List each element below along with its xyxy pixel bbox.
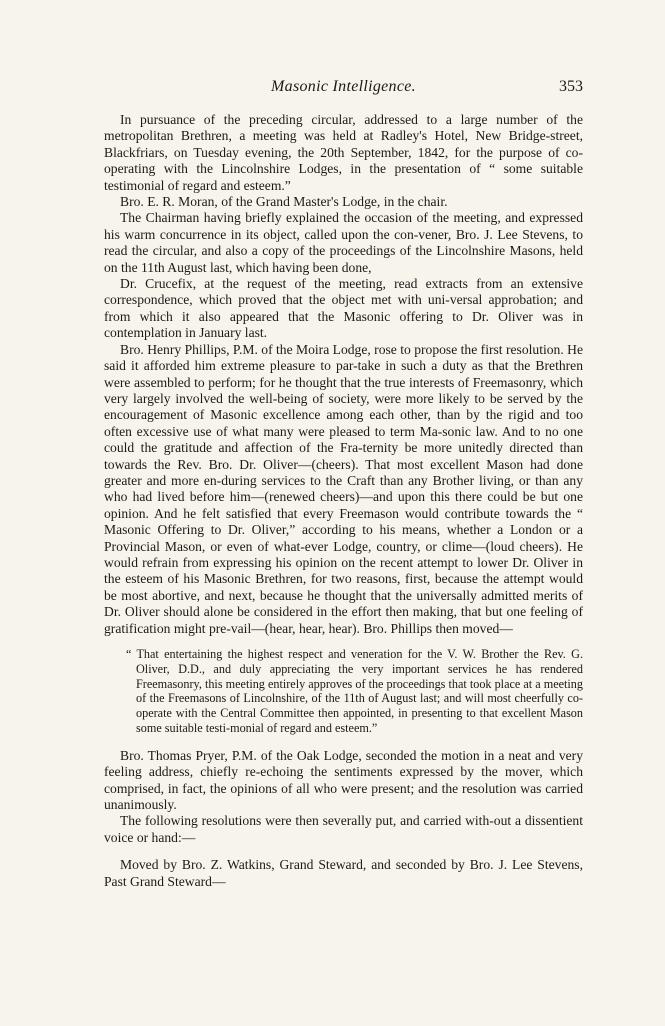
page-header [104,78,583,100]
paragraph-resolutions: The following resolutions were then severally put, and carried with-out a dissentient voice or hand:— [104,813,583,845]
resolution-text: “ That entertaining the highest respect and veneration for the V. W. Brother the Rev. G. Oliver, D.D., and duly appreciating the very important services he has rendered Freemasonry, this meeting entirely approves of the proceedings that took place at a meeting of the Freemasons of Lincolnshire, of the 11th of August last; and will most cheerfully co-operate with the Central Committee then appointed, in presenting to that excellent Mason some suitable testi-monial of regard and esteem.” [126,647,583,735]
paragraph-intro: In pursuance of the preceding circular, addressed to a large number of the metropolitan Brethren, a meeting was held at Radley's Hotel, New Bridge-street, Blackfriars, on Tuesday evening, the 20th September, 1842, for the purpose of co-operating with the Lincolnshire Lodges, in the presentation of “ some suitable testimonial of regard and esteem.” [104,112,583,193]
paragraph-chair: Bro. E. R. Moran, of the Grand Master's Lodge, in the chair. [120,194,448,210]
page-number: 353 [559,78,583,95]
paragraph-watkins: Moved by Bro. Z. Watkins, Grand Steward, and seconded by Bro. J. Lee Stevens, Past Grand Steward— [104,857,583,889]
article-body [104,112,583,890]
paragraph-pryer: Bro. Thomas Pryer, P.M. of the Oak Lodge, seconded the motion in a neat and very feeling address, chiefly re-echoing the sentiments expressed by the mover, which comprised, in fact, the opinions of all who were present; and the resolution was carried unanimously. [104,747,583,812]
paragraph-phillips: Bro. Henry Phillips, P.M. of the Moira Lodge, rose to propose the first resolution. He said it afforded him extreme pleasure to par-take in such a duty as that the Brethren were assembled to perform; for he thought that the true interests of Freemasonry, which very largely involved the well-being of society, were more likely to be served by the encouragement of Masonic excellence among each other, than by the rigid and too often excessive use of what many were pleased to term Ma-sonic law. And to no one could the gratitude and affection of the Fra-ternity be more unitedly directed than towards the Rev. Bro. Dr. Oliver—(cheers). That most excellent Mason had done greater and more en-during services to the Craft than any Brother living, or than any who had lived before him—(renewed cheers)—and upon this there could be but one opinion. And he felt satisfied that every Freemason would contribute towards the “ Masonic Offering to Dr. Oliver,” according to his means, whether a London or a Provincial Mason, or even of what-ever Lodge, country, or clime—(loud cheers). He would refrain from expressing his opinion on the recent attempt to lower Dr. Oliver in the esteem of his Masonic Brethren, for two reasons, first, because the attempt would be most abortive, and next, because he thought that the universally admitted merits of Dr. Oliver should alone be considered in the effort then making, that but one feeling of gratification might pre-vail—(hear, hear, hear). Bro. Phillips then moved— [104,341,583,636]
running-title: Masonic Intelligence. [271,78,416,95]
paragraph-chairman-address: The Chairman having briefly explained the occasion of the meeting, and expressed his warm concurrence in its object, called upon the con-vener, Bro. J. Lee Stevens, to read the circular, and also a copy of the proceedings of the Lincolnshire Masons, held on the 11th August last, which having been done, [104,210,583,275]
paragraph-crucefix: Dr. Crucefix, at the request of the meeting, read extracts from an extensive correspondence, which proved that the object met with uni-versal approbation; and from which it also appeared that the Masonic offering to Dr. Oliver was in contemplation in January last. [104,276,583,341]
resolution-quote [104,647,583,736]
